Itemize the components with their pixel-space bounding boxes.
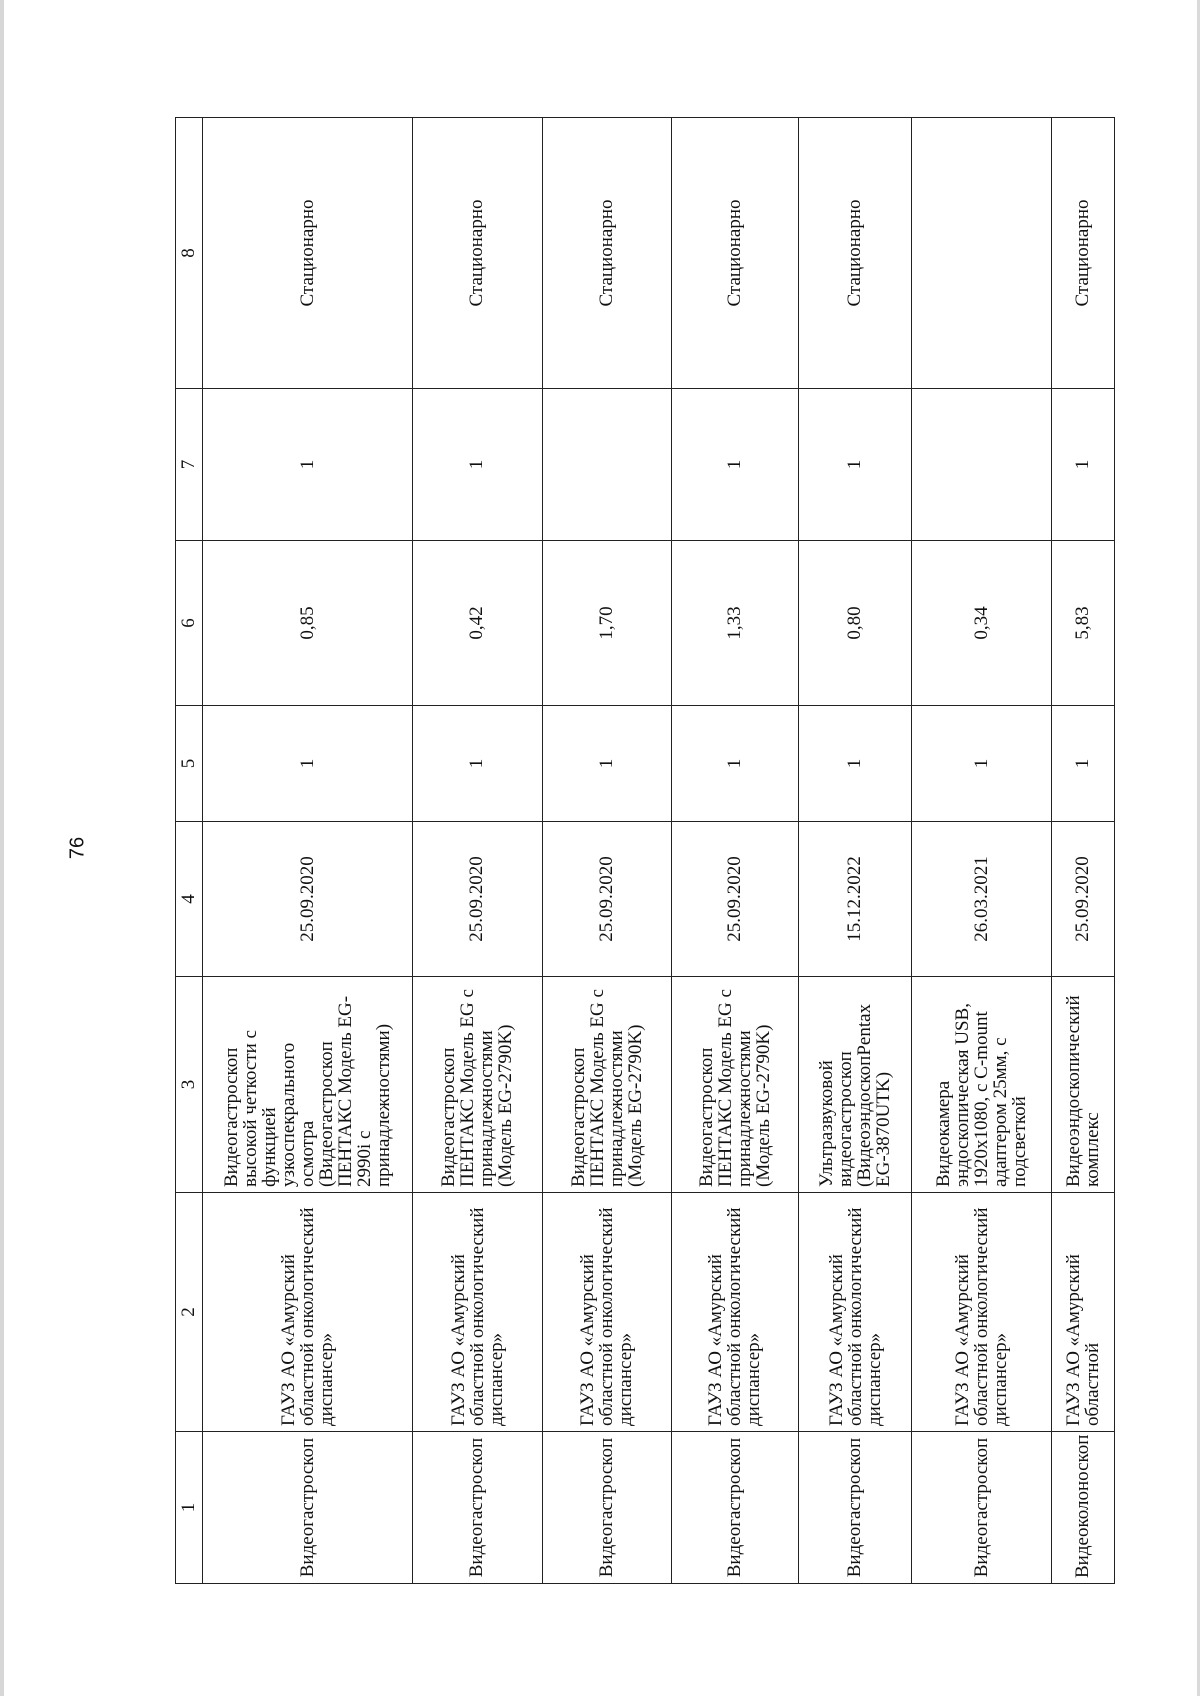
table-body <box>176 118 1115 1584</box>
scan-edge-left <box>0 0 4 1696</box>
usage-mode: Стационарно <box>202 118 412 389</box>
table-row <box>671 118 798 1584</box>
equipment-table <box>175 117 1115 1584</box>
commission-date: 25.09.2020 <box>413 822 542 977</box>
count: 1 <box>799 389 912 541</box>
commission-date: 15.12.2022 <box>799 822 912 977</box>
header-cell-4: 4 <box>176 822 203 977</box>
commission-date: 26.03.2021 <box>912 822 1052 977</box>
header-cell-6: 6 <box>176 541 203 706</box>
usage-mode: Стационарно <box>799 118 912 389</box>
cost: 0,42 <box>413 541 542 706</box>
header-cell-3: 3 <box>176 977 203 1193</box>
commission-date: 25.09.2020 <box>671 822 798 977</box>
equipment-model: Ультразвуковой видеогастроскоп (ВидеоэндоскопPentax EG-3870UTK) <box>799 977 912 1193</box>
count: 1 <box>202 389 412 541</box>
equipment-name: Видеогастроскоп <box>542 1432 671 1584</box>
equipment-name: Видеогастроскоп <box>799 1432 912 1584</box>
header-cell-2: 2 <box>176 1193 203 1432</box>
table-row <box>1052 118 1115 1584</box>
rotated-table-container <box>175 118 1115 1584</box>
quantity: 1 <box>413 706 542 822</box>
usage-mode: Стационарно <box>542 118 671 389</box>
organization: ГАУЗ АО «Амурский областной <box>1052 1193 1115 1432</box>
equipment-model: Видеогастроскоп высокой четкости с функцией узкоспекрального осмотра (Видеогастроскоп ПЕНТАКС Модель EG-2990i с принадлежностями) <box>202 977 412 1193</box>
commission-date: 25.09.2020 <box>542 822 671 977</box>
table-row <box>912 118 1052 1584</box>
header-cell-5: 5 <box>176 706 203 822</box>
cost: 0,34 <box>912 541 1052 706</box>
equipment-name: Видеогастроскоп <box>202 1432 412 1584</box>
organization: ГАУЗ АО «Амурский областной онкологический диспансер» <box>542 1193 671 1432</box>
count: 1 <box>413 389 542 541</box>
cost: 1,33 <box>671 541 798 706</box>
count: 1 <box>671 389 798 541</box>
equipment-name: Видеоколоноскоп <box>1052 1432 1115 1584</box>
cost: 0,80 <box>799 541 912 706</box>
quantity: 1 <box>671 706 798 822</box>
organization: ГАУЗ АО «Амурский областной онкологический диспансер» <box>912 1193 1052 1432</box>
table-row <box>799 118 912 1584</box>
commission-date: 25.09.2020 <box>202 822 412 977</box>
count <box>542 389 671 541</box>
organization: ГАУЗ АО «Амурский областной онкологический диспансер» <box>413 1193 542 1432</box>
commission-date: 25.09.2020 <box>1052 822 1115 977</box>
header-cell-7: 7 <box>176 389 203 541</box>
quantity: 1 <box>799 706 912 822</box>
equipment-model: Видеокамера эндоскопическая USB, 1920x1080, с C-mount адаптером 25мм, с подсветкой <box>912 977 1052 1193</box>
quantity: 1 <box>202 706 412 822</box>
table-row <box>413 118 542 1584</box>
table-row <box>542 118 671 1584</box>
equipment-name: Видеогастроскоп <box>671 1432 798 1584</box>
usage-mode: Стационарно <box>413 118 542 389</box>
cost: 0,85 <box>202 541 412 706</box>
usage-mode <box>912 118 1052 389</box>
cost: 5,83 <box>1052 541 1115 706</box>
equipment-name: Видеогастроскоп <box>413 1432 542 1584</box>
quantity: 1 <box>542 706 671 822</box>
equipment-model: Видеогастроскоп ПЕНТАКС Модель EG с принадлежностями (Модель EG-2790K) <box>542 977 671 1193</box>
equipment-model: Видеоэндоскопический комплекс <box>1052 977 1115 1193</box>
header-cell-1: 1 <box>176 1432 203 1584</box>
equipment-model: Видеогастроскоп ПЕНТАКС Модель EG с принадлежностями (Модель EG-2790K) <box>413 977 542 1193</box>
organization: ГАУЗ АО «Амурский областной онкологический диспансер» <box>202 1193 412 1432</box>
count: 1 <box>1052 389 1115 541</box>
cost: 1,70 <box>542 541 671 706</box>
header-cell-8: 8 <box>176 118 203 389</box>
usage-mode: Стационарно <box>671 118 798 389</box>
usage-mode: Стационарно <box>1052 118 1115 389</box>
equipment-model: Видеогастроскоп ПЕНТАКС Модель EG с принадлежностями (Модель EG-2790K) <box>671 977 798 1193</box>
count <box>912 389 1052 541</box>
organization: ГАУЗ АО «Амурский областной онкологический диспансер» <box>671 1193 798 1432</box>
table-row <box>202 118 412 1584</box>
equipment-name: Видеогастроскоп <box>912 1432 1052 1584</box>
quantity: 1 <box>912 706 1052 822</box>
page-number: 76 <box>66 836 89 860</box>
organization: ГАУЗ АО «Амурский областной онкологический диспансер» <box>799 1193 912 1432</box>
header-row <box>176 118 203 1584</box>
quantity: 1 <box>1052 706 1115 822</box>
